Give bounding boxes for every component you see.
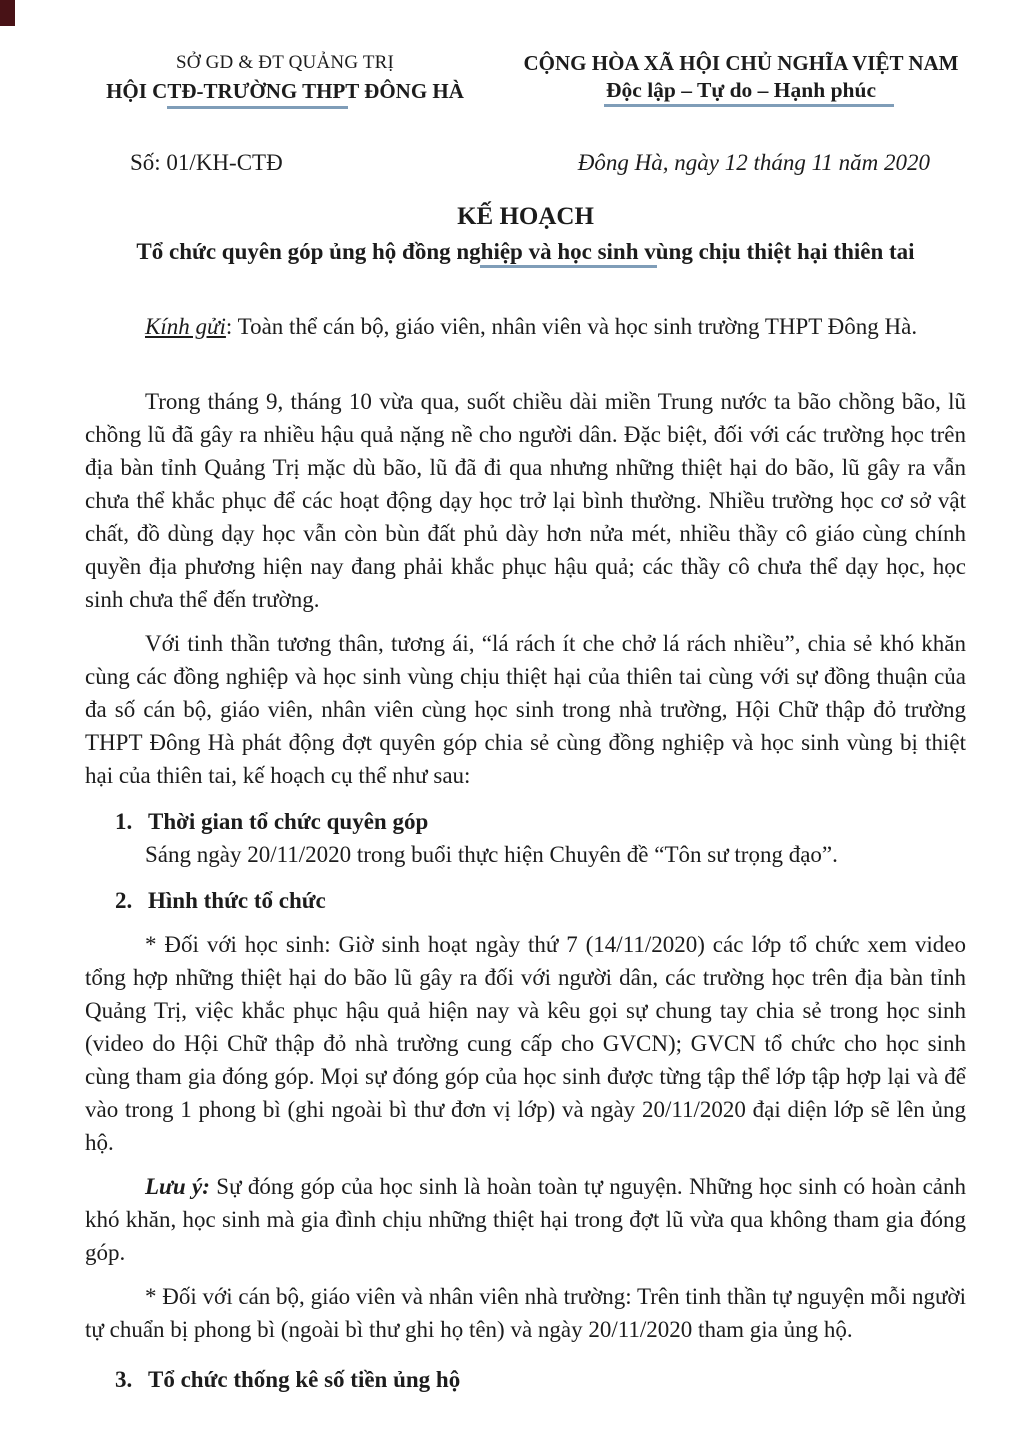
section-2-number: 2. <box>115 888 133 913</box>
paragraph-context-2: Với tinh thần tương thân, tương ái, “lá rách ít che chở lá rách nhiều”, chia sẻ khó khăn cùng các đồng nghiệp và học sinh vùng chịu thiệt hại của thiên tai cùng với sự đồng thuận của đa số cán bộ, giáo viên, nhân viên cùng học sinh trong nhà trường, Hội Chữ thập đỏ trường THPT Đông Hà phát động đợt quyên góp chia sẻ cùng đồng nghiệp và học sinh vùng bị thiệt hại của thiên tai, kế hoạch cụ thể như sau: <box>85 631 966 788</box>
section-2-title: Hình thức tổ chức <box>148 888 326 913</box>
note-label: Lưu ý: <box>145 1174 210 1199</box>
section-1-title: Thời gian tổ chức quyên góp <box>148 809 429 834</box>
header-left-underline <box>167 106 348 109</box>
section-1-heading <box>85 805 966 838</box>
document-subtitle: Tổ chức quyên góp ủng hộ đồng nghiệp và học sinh vùng chịu thiệt hại thiên tai <box>136 239 915 264</box>
document-meta-row <box>85 146 966 179</box>
subtitle-underline <box>480 265 657 268</box>
document-title: KẾ HOẠCH <box>457 203 594 230</box>
document-header <box>85 50 966 106</box>
issuing-organization: HỘI CTĐ-TRƯỜNG THPT ĐÔNG HÀ <box>106 79 464 103</box>
note-text: Sự đóng góp của học sinh là hoàn toàn tự nguyện. Những học sinh có hoàn cảnh khó khăn, học sinh mà gia đình chịu những thiệt hại trong đợt lũ vừa qua không tham gia đóng góp. <box>85 1174 966 1265</box>
header-right-block <box>516 50 966 104</box>
paragraph-students: * Đối với học sinh: Giờ sinh hoạt ngày thứ 7 (14/11/2020) các lớp tổ chức xem video tổng hợp những thiệt hại do bão lũ gây ra đối với người dân, các trường học trên địa bàn tỉnh Quảng Trị, việc khắc phục hậu quả hiện nay và kêu gọi sự chung tay chia sẻ trong học sinh (video do Hội Chữ thập đỏ nhà trường cung cấp cho GVCN); GVCN tổ chức cho học sinh cùng tham gia đóng góp. Mọi sự đóng góp của học sinh được từng tập thể lớp tập hợp lại và để vào trong 1 phong bì (ghi ngoài bì thư đơn vị lớp) và ngày 20/11/2020 đại diện lớp sẽ lên ủng hộ. <box>85 932 966 1155</box>
salutation-label: Kính gửi <box>145 314 226 339</box>
issuing-department: SỞ GD & ĐT QUẢNG TRỊ <box>175 52 395 73</box>
place-and-date: Đông Hà, ngày 12 tháng 11 năm 2020 <box>577 150 930 175</box>
header-right-underline <box>604 104 894 107</box>
national-title: CỘNG HÒA XÃ HỘI CHỦ NGHĨA VIỆT NAM <box>523 51 959 75</box>
header-left-block <box>85 50 485 106</box>
section-3-number: 3. <box>115 1367 133 1392</box>
paragraph-note <box>85 1170 966 1269</box>
section-3-title: Tổ chức thống kê số tiền ủng hộ <box>148 1367 461 1392</box>
section-2-heading <box>85 884 966 917</box>
scan-artifact-mark <box>0 0 15 26</box>
national-motto: Độc lập – Tự do – Hạnh phúc <box>606 78 876 102</box>
salutation-line <box>85 310 966 343</box>
paragraph-staff: * Đối với cán bộ, giáo viên và nhân viên nhà trường: Trên tinh thần tự nguyện mỗi người tự chuẩn bị phong bì (ngoài bì thư ghi họ tên) và ngày 20/11/2020 tham gia ủng hộ. <box>85 1284 966 1342</box>
section-1-number: 1. <box>115 809 133 834</box>
document-subtitle-wrap <box>85 235 966 268</box>
section-3-heading <box>85 1363 966 1396</box>
document-number: Số: 01/KH-CTĐ <box>130 150 283 175</box>
paragraph-context-1: Trong tháng 9, tháng 10 vừa qua, suốt chiều dài miền Trung nước ta bão chồng bão, lũ chồng lũ đã gây ra nhiều hậu quả nặng nề cho người dân. Đặc biệt, đối với các trường học trên địa bàn tỉnh Quảng Trị mặc dù bão, lũ đã đi qua nhưng những thiệt hại do bão, lũ gây ra vẫn chưa thể khắc phục để các hoạt động dạy học trở lại bình thường. Nhiều trường học cơ sở vật chất, đồ dùng dạy học vẫn còn bùn đất phủ dày hơn nửa mét, nhiều thầy cô giáo cùng chính quyền địa phương hiện nay đang phải khắc phục hậu quả; các thầy cô chưa thể dạy học, học sinh chưa thể đến trường. <box>85 389 966 612</box>
salutation-text: : Toàn thể cán bộ, giáo viên, nhân viên và học sinh trường THPT Đông Hà. <box>225 314 918 339</box>
section-1-content: Sáng ngày 20/11/2020 trong buổi thực hiện Chuyên đề “Tôn sư trọng đạo”. <box>145 842 838 867</box>
